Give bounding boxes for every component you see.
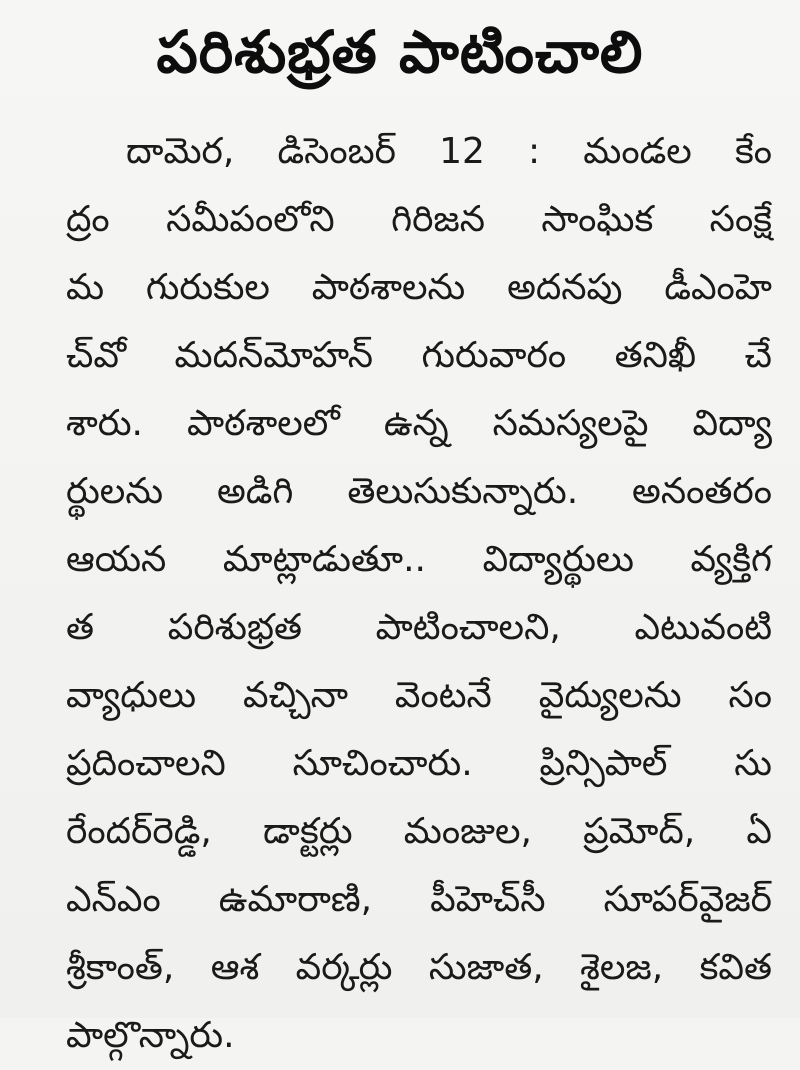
article-line: ప్రదించాలని సూచించారు. ప్రిన్సిపాల్ సు — [66, 743, 772, 784]
article-line: రేందర్‌రెడ్డి, డాక్టర్లు మంజుల, ప్రమోద్, ఏ — [66, 811, 772, 852]
article-line: దామెర, డిసెంబర్ 12 : మండల కేం — [126, 131, 772, 172]
article-line: ద్రం సమీపంలోని గిరిజన సాంఘిక సంక్షే — [66, 199, 772, 240]
article-line: శ్రీకాంత్, ఆశ వర్కర్లు సుజాత, శైలజ, కవిత — [66, 947, 772, 988]
article-line: మ గురుకుల పాఠశాలను అదనపు డీఎంహె — [66, 267, 772, 308]
article-line: ఆయన మాట్లాడుతూ.. విద్యార్థులు వ్యక్తిగ — [66, 539, 772, 580]
article-line: పాల్గొన్నారు. — [66, 1015, 235, 1056]
article-headline: పరిశుభ్రత పాటించాలి — [156, 18, 644, 86]
article-line: వ్యాధులు వచ్చినా వెంటనే వైద్యులను సం — [66, 675, 772, 716]
article-line: శారు. పాఠశాలలో ఉన్న సమస్యలపై విద్యా — [66, 403, 772, 444]
article-body — [66, 118, 772, 1070]
article-line: త పరిశుభ్రత పాటించాలని, ఎటువంటి — [66, 607, 772, 648]
article-line: ర్థులను అడిగి తెలుసుకున్నారు. అనంతరం — [66, 471, 772, 512]
article-line: చ్‌వో మదన్‌మోహన్ గురువారం తనిఖీ చే — [66, 335, 772, 376]
article-line: ఎన్ఎం ఉమారాణి, పీహెచ్‌సీ సూపర్‌వైజర్ — [66, 879, 772, 920]
